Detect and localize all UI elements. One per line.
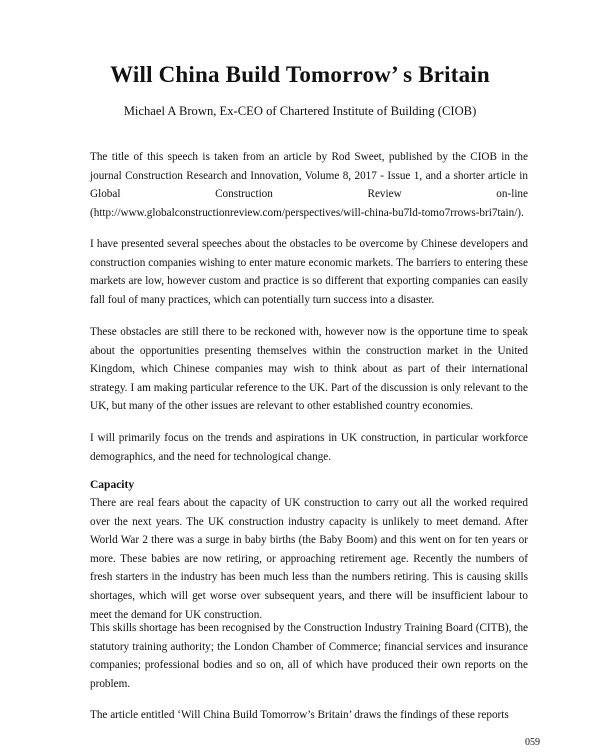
page-number: 059 xyxy=(525,737,540,748)
paragraph-intro: The title of this speech is taken from an article by Rod Sweet, published by the CIOB in the journal Construction Research and Innovation, Volume 8, 2017 - Issue 1, and a shorter article in Global Construction Review on-line (http://www.globalconstructionreview.com/perspectives/will-china-bu7ld-tomo7rrows-bri7tain/). xyxy=(90,151,528,219)
document-title: Will China Build Tomorrow’ s Britain xyxy=(110,62,490,87)
paragraph-capacity: There are real fears about the capacity of UK construction to carry out all the worked required over the next years. The UK construction industry capacity is unlikely to meet demand. After World War 2 there was a surge in baby births (the Baby Boom) and this went on for ten years or more. These babies are now retiring, or approaching retirement age. Recently the numbers of fresh starters in the industry has been much less than the numbers retiring. This is causing skills shortages, which will get worse over subsequent years, and there will be insufficient labour to meet the demand for UK construction. xyxy=(90,497,528,621)
paragraph-opportunities: These obstacles are still there to be reckoned with, however now is the opportune time to speak about the opportunities presenting themselves within the construction market in the United Kingdom, which Chinese companies may wish to think about as part of their international strategy. I am making particular reference to the UK. Part of the discussion is only relevant to the UK, but many of the other issues are relevant to other established country economies. xyxy=(90,326,528,413)
paragraph-focus: I will primarily focus on the trends and aspirations in UK construction, in particular workforce demographics, and the need for technological change. xyxy=(90,432,528,463)
paragraph-obstacles: I have presented several speeches about the obstacles to be overcome by Chinese developers and construction companies wishing to enter mature economic markets. The barriers to entering these markets are low, however custom and practice is so different that exporting companies can easily fall foul of many practices, which can potentially turn success into a disaster. xyxy=(90,238,528,306)
section-heading-capacity: Capacity xyxy=(90,479,135,491)
paragraph-article: The article entitled ‘Will China Build Tomorrow’s Britain’ draws the findings of these reports xyxy=(90,709,509,721)
author-line: Michael A Brown, Ex-CEO of Chartered Institute of Building (CIOB) xyxy=(123,104,477,118)
paragraph-skills-shortage: This skills shortage has been recognised by the Construction Industry Training Board (CITB), the statutory training authority; the London Chamber of Commerce; financial services and insurance companies; professional bodies and so on, all of which have produced their own reports on the problem. xyxy=(90,622,528,690)
